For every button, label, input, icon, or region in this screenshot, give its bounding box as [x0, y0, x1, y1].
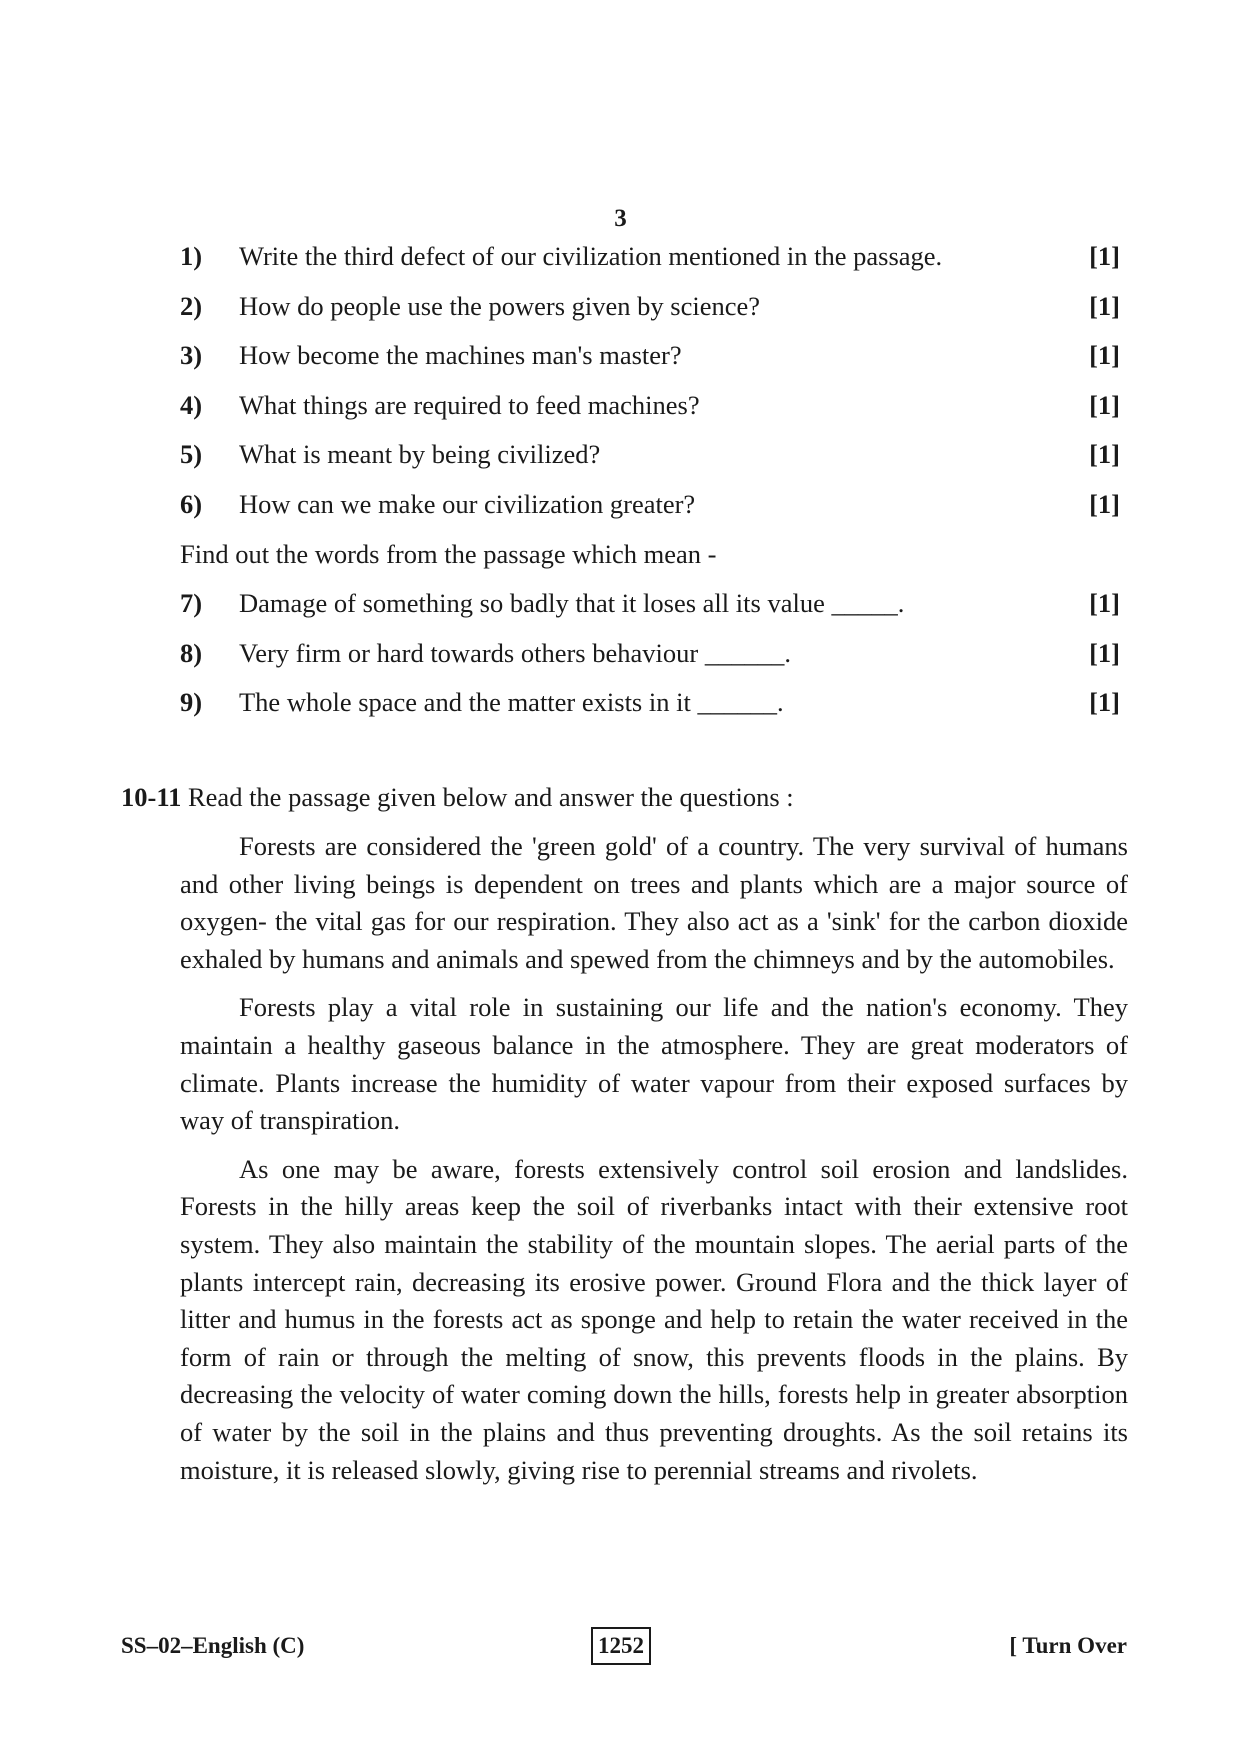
- question-number: 2): [180, 290, 203, 321]
- passage-paragraph: Forests play a vital role in sustaining our life and the nation's economy. They maintain a healthy gaseous balance in the atmosphere. They are great moderators of climate. Plants increase the humidity of water vapour from their exposed surfaces by way of transpiration.: [180, 992, 1128, 1136]
- question-marks: [1]: [1089, 340, 1120, 371]
- question-marks: [1]: [1089, 389, 1120, 420]
- passage-paragraph: Forests are considered the 'green gold' of a country. The very survival of humans and other living beings is dependent on trees and plants which are a major source of oxygen- the vital gas for our respiration. They also act as a 'sink' for the carbon dioxide exhaled by humans and animals and spewed from the chimneys and by the automobiles.: [180, 831, 1128, 974]
- reading-passage: [180, 828, 1128, 1500]
- vocab-question-item: [180, 678, 1120, 728]
- serial-number-box: 1252: [591, 1627, 651, 1665]
- question-item: [180, 381, 1120, 431]
- question-text: What is meant by being civilized?: [239, 439, 601, 470]
- question-marks: [1]: [1089, 439, 1120, 470]
- vocab-question-item: [180, 629, 1120, 679]
- question-number: 7): [180, 588, 203, 619]
- vocab-instruction: Find out the words from the passage which mean -: [180, 538, 717, 569]
- turn-over-note: [ Turn Over: [1009, 1633, 1127, 1658]
- paper-code: SS–02–English (C): [121, 1633, 305, 1658]
- question-item: [180, 232, 1120, 282]
- page-footer: [121, 1627, 1127, 1667]
- vocab-question-item: [180, 579, 1120, 629]
- question-text: Write the third defect of our civilization mentioned in the passage.: [239, 241, 943, 271]
- section-heading: [121, 777, 1121, 817]
- question-text: Damage of something so badly that it loses all its value _____.: [239, 588, 905, 619]
- question-item: [180, 282, 1120, 332]
- section-instruction: Read the passage given below and answer the questions :: [188, 782, 794, 812]
- question-number: 5): [180, 439, 203, 470]
- question-item: [180, 480, 1120, 530]
- question-number: 9): [180, 687, 203, 718]
- question-number: 6): [180, 488, 203, 519]
- question-marks: [1]: [1089, 290, 1120, 321]
- passage-paragraph: As one may be aware, forests extensively control soil erosion and landslides. Forests in the hilly areas keep the soil of riverbanks intact with their extensive root system. They also maintain the stability of the mountain slopes. The aerial parts of the plants intercept rain, decreasing its erosive power. Ground Flora and the thick layer of litter and humus in the forests act as sponge and help to retain the water received in the form of rain or through the melting of snow, this prevents floods in the plains. By decreasing the velocity of water coming down the hills, forests help in greater absorption of water by the soil in the plains and thus preventing droughts. As the soil retains its moisture, it is released slowly, giving rise to perennial streams and rivolets.: [180, 1153, 1128, 1485]
- question-marks: [1]: [1089, 241, 1120, 271]
- question-text: How can we make our civilization greater?: [239, 488, 696, 519]
- question-list: [180, 232, 1120, 728]
- question-item: [180, 430, 1120, 480]
- question-text: How do people use the powers given by science?: [239, 290, 761, 321]
- question-marks: [1]: [1089, 687, 1120, 718]
- page-number: 3: [614, 205, 627, 232]
- question-number: 8): [180, 637, 203, 668]
- question-number: 1): [180, 241, 203, 271]
- question-text: The whole space and the matter exists in it ______.: [239, 687, 784, 718]
- question-item: [180, 331, 1120, 381]
- question-marks: [1]: [1089, 637, 1120, 668]
- question-number: 4): [180, 389, 203, 420]
- question-marks: [1]: [1089, 488, 1120, 519]
- section-label: 10-11: [121, 782, 182, 812]
- question-text: Very firm or hard towards others behaviour ______.: [239, 637, 791, 668]
- question-number: 3): [180, 340, 203, 371]
- question-text: How become the machines man's master?: [239, 340, 682, 371]
- question-text: What things are required to feed machines?: [239, 389, 700, 420]
- question-marks: [1]: [1089, 588, 1120, 619]
